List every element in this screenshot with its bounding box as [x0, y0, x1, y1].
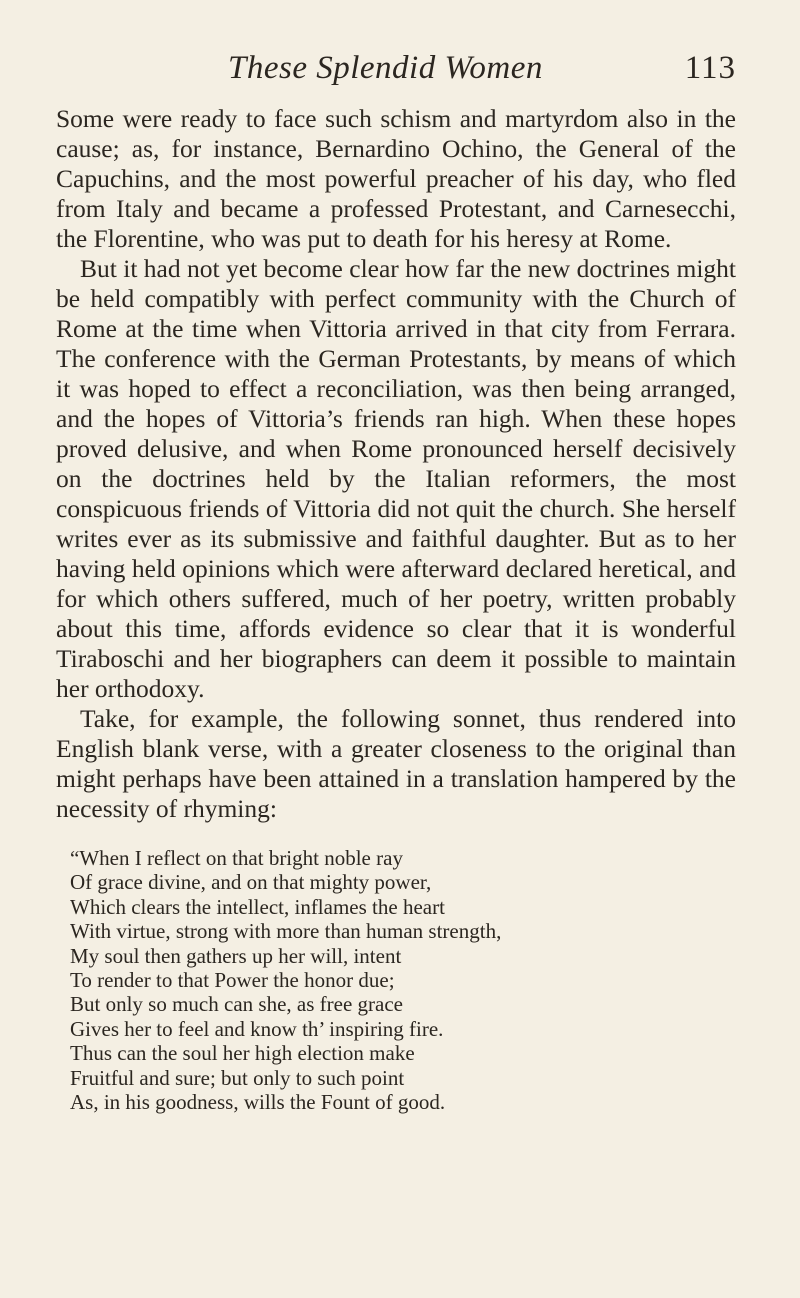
verse-line: Fruitful and sure; but only to such point [70, 1065, 405, 1090]
paragraph: But it had not yet become clear how far the new doctrines might be held compatibly with perfect community with the Church of Rome at the time when Vittoria arrived in that city from Ferrara. The conference with the German Protestants, by means of which it was hoped to effect a reconciliation, was then being arranged, and the hopes of Vittoria’s friends ran high. When these hopes proved delusive, and when Rome pronounced herself decisively on the doctrines held by the Italian reformers, the most conspicuous friends of Vittoria did not quit the church. She herself writes ever as its submissive and faithful daughter. But as to her having held opinions which were afterward declared heretical, and for which others suffered, much of her poetry, written probably about this time, affords evidence so clear that it is wonderful Tiraboschi and her biographers can deem it possible to maintain her orthodoxy. [56, 254, 736, 703]
verse-line: Which clears the intellect, inflames the heart [70, 894, 445, 919]
verse-line: But only so much can she, as free grace [70, 992, 403, 1017]
verse-line: With virtue, strong with more than human strength, [70, 919, 502, 944]
body-text [56, 104, 736, 824]
verse-line: To render to that Power the honor due; [70, 968, 395, 993]
paragraph: Take, for example, the following sonnet, thus rendered into English blank verse, with a greater closeness to the original than might perhaps have been attained in a translation hampered by the necessity of rhyming: [56, 704, 736, 823]
verse-line: Gives her to feel and know th’ inspiring fire. [70, 1016, 444, 1041]
verse-line: My soul then gathers up her will, intent [70, 943, 402, 968]
paragraph: Some were ready to face such schism and martyrdom also in the cause; as, for instance, Bernardino Ochino, the General of the Capuchins, and the most powerful preacher of his day, who fled from Italy and became a professed Protestant, and Carnesecchi, the Florentine, who was put to death for his heresy at Rome. [56, 104, 736, 253]
verse-line: As, in his goodness, wills the Fount of good. [70, 1090, 446, 1115]
book-page [56, 50, 736, 1114]
verse-line: Of grace divine, and on that mighty power, [70, 870, 432, 895]
running-head-title: These Splendid Women [228, 50, 543, 86]
verse-line: Thus can the soul her high election make [70, 1041, 415, 1066]
verse-line: “When I reflect on that bright noble ray [70, 846, 403, 870]
page-number: 113 [684, 50, 736, 86]
running-head [56, 50, 736, 100]
sonnet [70, 846, 736, 1114]
